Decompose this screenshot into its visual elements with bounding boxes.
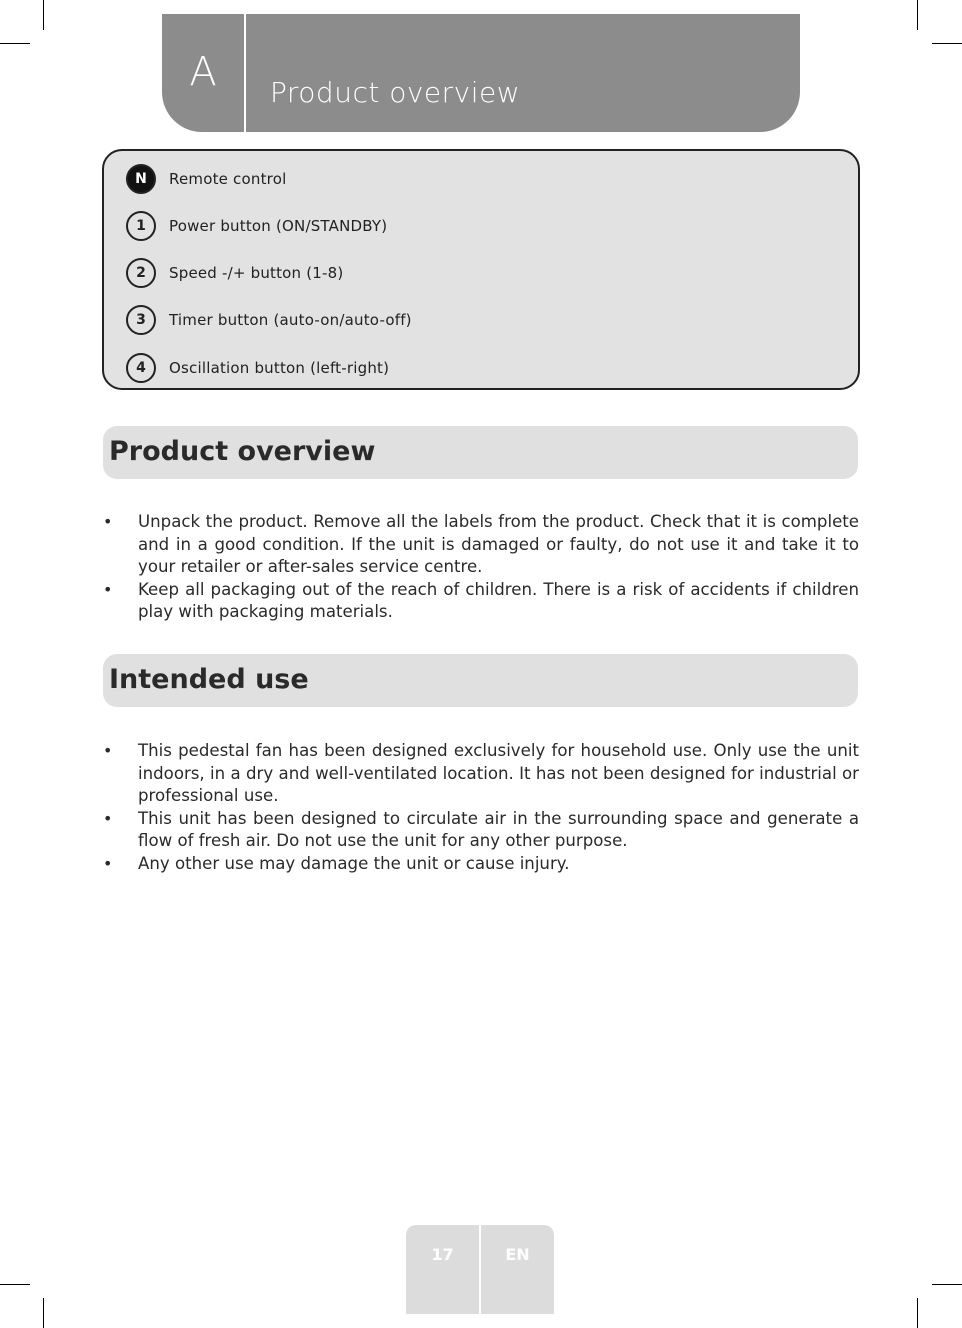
list-item: • This pedestal fan has been designed exclusively for household use. Only use the unit indoors, in a dry and well-ventilated location. It has not been designed for industrial or professional use.: [103, 740, 859, 808]
legend-item: [126, 211, 387, 241]
section-title: Intended use: [109, 664, 309, 695]
legend-label: Timer button (auto-on/auto-off): [169, 311, 412, 329]
list-item: • Unpack the product. Remove all the labels from the product. Check that it is complete and in a good condition. If the unit is damaged or faulty, do not use it and take it to your retailer or after-sales service centre.: [103, 511, 859, 579]
crop-mark: [43, 1298, 44, 1328]
legend-badge: 3: [126, 305, 156, 335]
product-overview-list: [103, 511, 859, 624]
legend-badge: 4: [126, 353, 156, 383]
legend-label: Remote control: [169, 170, 287, 188]
legend-badge: N: [126, 164, 156, 194]
legend-label: Power button (ON/STANDBY): [169, 217, 388, 235]
language-code: EN: [481, 1225, 554, 1314]
crop-mark: [917, 0, 918, 30]
legend-item: [126, 353, 389, 383]
list-item: • Any other use may damage the unit or cause injury.: [103, 853, 859, 876]
chapter-title: Product overview: [270, 76, 521, 109]
chapter-letter: A: [189, 49, 217, 95]
crop-mark: [917, 1298, 918, 1328]
intended-use-list: [103, 740, 859, 875]
section-header-product-overview: [103, 426, 858, 479]
legend-badge: 1: [126, 211, 156, 241]
chapter-header: [162, 14, 800, 132]
legend-label: Oscillation button (left-right): [169, 359, 390, 377]
crop-mark: [43, 0, 44, 30]
crop-mark: [932, 43, 962, 44]
legend-label: Speed -/+ button (1-8): [169, 264, 344, 282]
parts-legend: [102, 149, 860, 390]
section-title: Product overview: [109, 436, 376, 467]
legend-item: [126, 258, 343, 288]
legend-item: [126, 164, 286, 194]
crop-mark: [0, 43, 30, 44]
header-divider: [244, 14, 246, 132]
crop-mark: [932, 1284, 962, 1285]
section-header-intended-use: [103, 654, 858, 707]
legend-badge: 2: [126, 258, 156, 288]
legend-item: [126, 305, 412, 335]
crop-mark: [0, 1284, 30, 1285]
list-item: • Keep all packaging out of the reach of children. There is a risk of accidents if children play with packaging materials.: [103, 579, 859, 624]
page-number: 17: [406, 1225, 479, 1314]
list-item: • This unit has been designed to circulate air in the surrounding space and generate a flow of fresh air. Do not use the unit for any other purpose.: [103, 808, 859, 853]
